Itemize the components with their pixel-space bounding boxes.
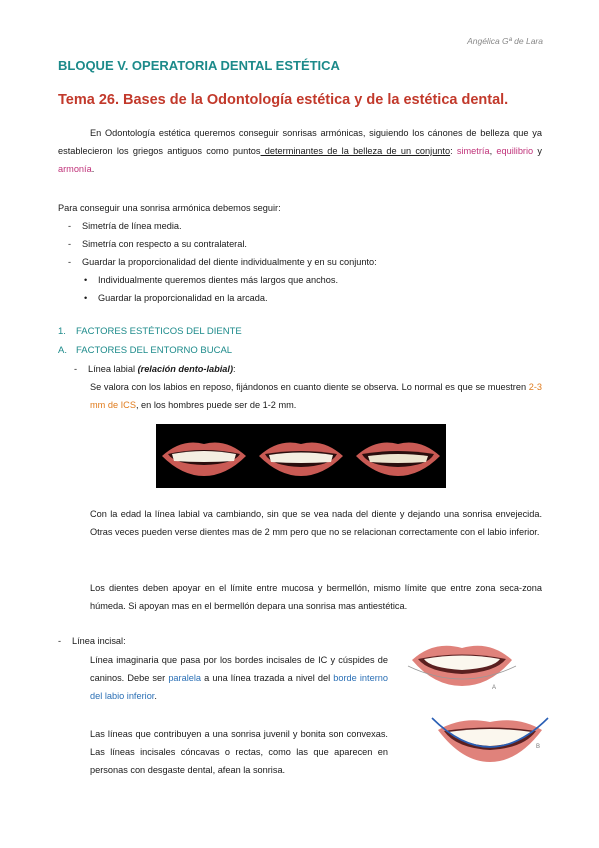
- incisal-paragraph-1: [90, 651, 388, 705]
- incisal-highlight: paralela: [168, 673, 202, 683]
- intro-paragraph: [58, 124, 542, 178]
- word-simetria: simetría: [456, 146, 490, 156]
- sub-list: [84, 271, 338, 307]
- intro-sep: ,: [489, 146, 497, 156]
- intro-end: .: [91, 164, 95, 174]
- intro-underlined: determinantes de la belleza de un conjunto: [260, 146, 451, 156]
- linea-incisal-label: Línea incisal:: [72, 636, 126, 646]
- section-number: A.: [58, 345, 67, 356]
- incisal-figure-a: [406, 636, 518, 694]
- incisal-paragraph-2: Las líneas que contribuyen a una sonrisa juvenil y bonita son convexas. Las líneas incisales cóncavas o rectas, como las que aparecen en personas con desgaste dental, afean la sonrisa.: [90, 729, 388, 775]
- section-1-heading: [58, 326, 242, 337]
- labial-paragraph-1: [90, 378, 542, 414]
- figure-label-b: B: [536, 744, 541, 750]
- intro-sep: y: [533, 146, 542, 156]
- incisal-figure-b: [428, 712, 552, 770]
- section-label: FACTORES ESTÉTICOS DEL DIENTE: [76, 326, 242, 337]
- labial-paragraph-3: Los dientes deben apoyar en el límite entre mucosa y bermellón, mismo límite que entre zona seca-zona húmeda. Si apoyan mas en el bermellón depara una sonrisa mas antiestética.: [90, 583, 542, 611]
- section-a-heading: [58, 345, 232, 356]
- sub-list-item: • Guardar la proporcionalidad en la arcada.: [84, 289, 338, 307]
- word-equilibrio: equilibrio: [496, 146, 534, 156]
- labial-paragraph-2: Con la edad la línea labial va cambiando, sin que se vea nada del diente y dejando una sonrisa envejecida. Otras veces pueden verse dientes mas de 2 mm pero que no se relacionan correctamente con el labio inferior.: [90, 509, 542, 537]
- author-header: Angélica Gª de Lara: [467, 36, 543, 46]
- incisal-text: Línea imaginaria que pasa por los bordes incisales de IC y cúspides de caninos. Debe ser: [90, 655, 388, 683]
- list-item: - Simetría de línea media.: [68, 217, 377, 235]
- intro-colon: :: [450, 146, 453, 156]
- section-number: 1.: [58, 326, 66, 337]
- labial-text: Se valora con los labios en reposo, fijándonos en cuanto diente se observa. Lo normal es que se muestren: [90, 382, 529, 392]
- list-item: - Simetría con respecto a su contralateral.: [68, 235, 377, 253]
- linea-labial-italic: (relación dento-labial): [137, 364, 234, 374]
- figure-label-a: A: [492, 685, 497, 691]
- linea-incisal-heading: - Línea incisal:: [58, 636, 126, 646]
- linea-labial-label: Línea labial: [88, 364, 138, 374]
- tema-title: Tema 26. Bases de la Odontología estética y de la estética dental.: [58, 92, 509, 108]
- intro-text: En Odontología estética queremos conseguir sonrisas armónicas, siguiendo los cánones de belleza que ya establecieron los griegos antiguos como puntos: [58, 128, 542, 156]
- sub-list-item: • Individualmente queremos dientes más largos que anchos.: [84, 271, 338, 289]
- list-intro: Para conseguir una sonrisa armónica debemos seguir:: [58, 203, 281, 213]
- linea-labial-heading: - Línea labial (relación dento-labial):: [74, 364, 236, 374]
- incisal-highlight: borde interno del labio inferior: [90, 673, 388, 701]
- incisal-text: .: [154, 691, 157, 701]
- smile-photos: [156, 424, 446, 488]
- linea-labial-colon: :: [233, 364, 236, 374]
- labial-text: , en los hombres puede ser de 1-2 mm.: [135, 400, 297, 410]
- section-label: FACTORES DEL ENTORNO BUCAL: [76, 345, 233, 356]
- list-item: - Guardar la proporcionalidad del diente individualmente y en su conjunto:: [68, 253, 377, 271]
- smile-image-1: [160, 434, 248, 478]
- requirements-list: [68, 217, 377, 271]
- labial-highlight: 2-3 mm de ICS: [90, 382, 542, 410]
- incisal-text: a una línea trazada a nivel del: [201, 673, 334, 683]
- block-title: BLOQUE V. OPERATORIA DENTAL ESTÉTICA: [58, 58, 340, 73]
- smile-image-3: [354, 434, 442, 478]
- smile-image-2: [257, 434, 345, 478]
- word-armonia: armonía: [58, 164, 92, 174]
